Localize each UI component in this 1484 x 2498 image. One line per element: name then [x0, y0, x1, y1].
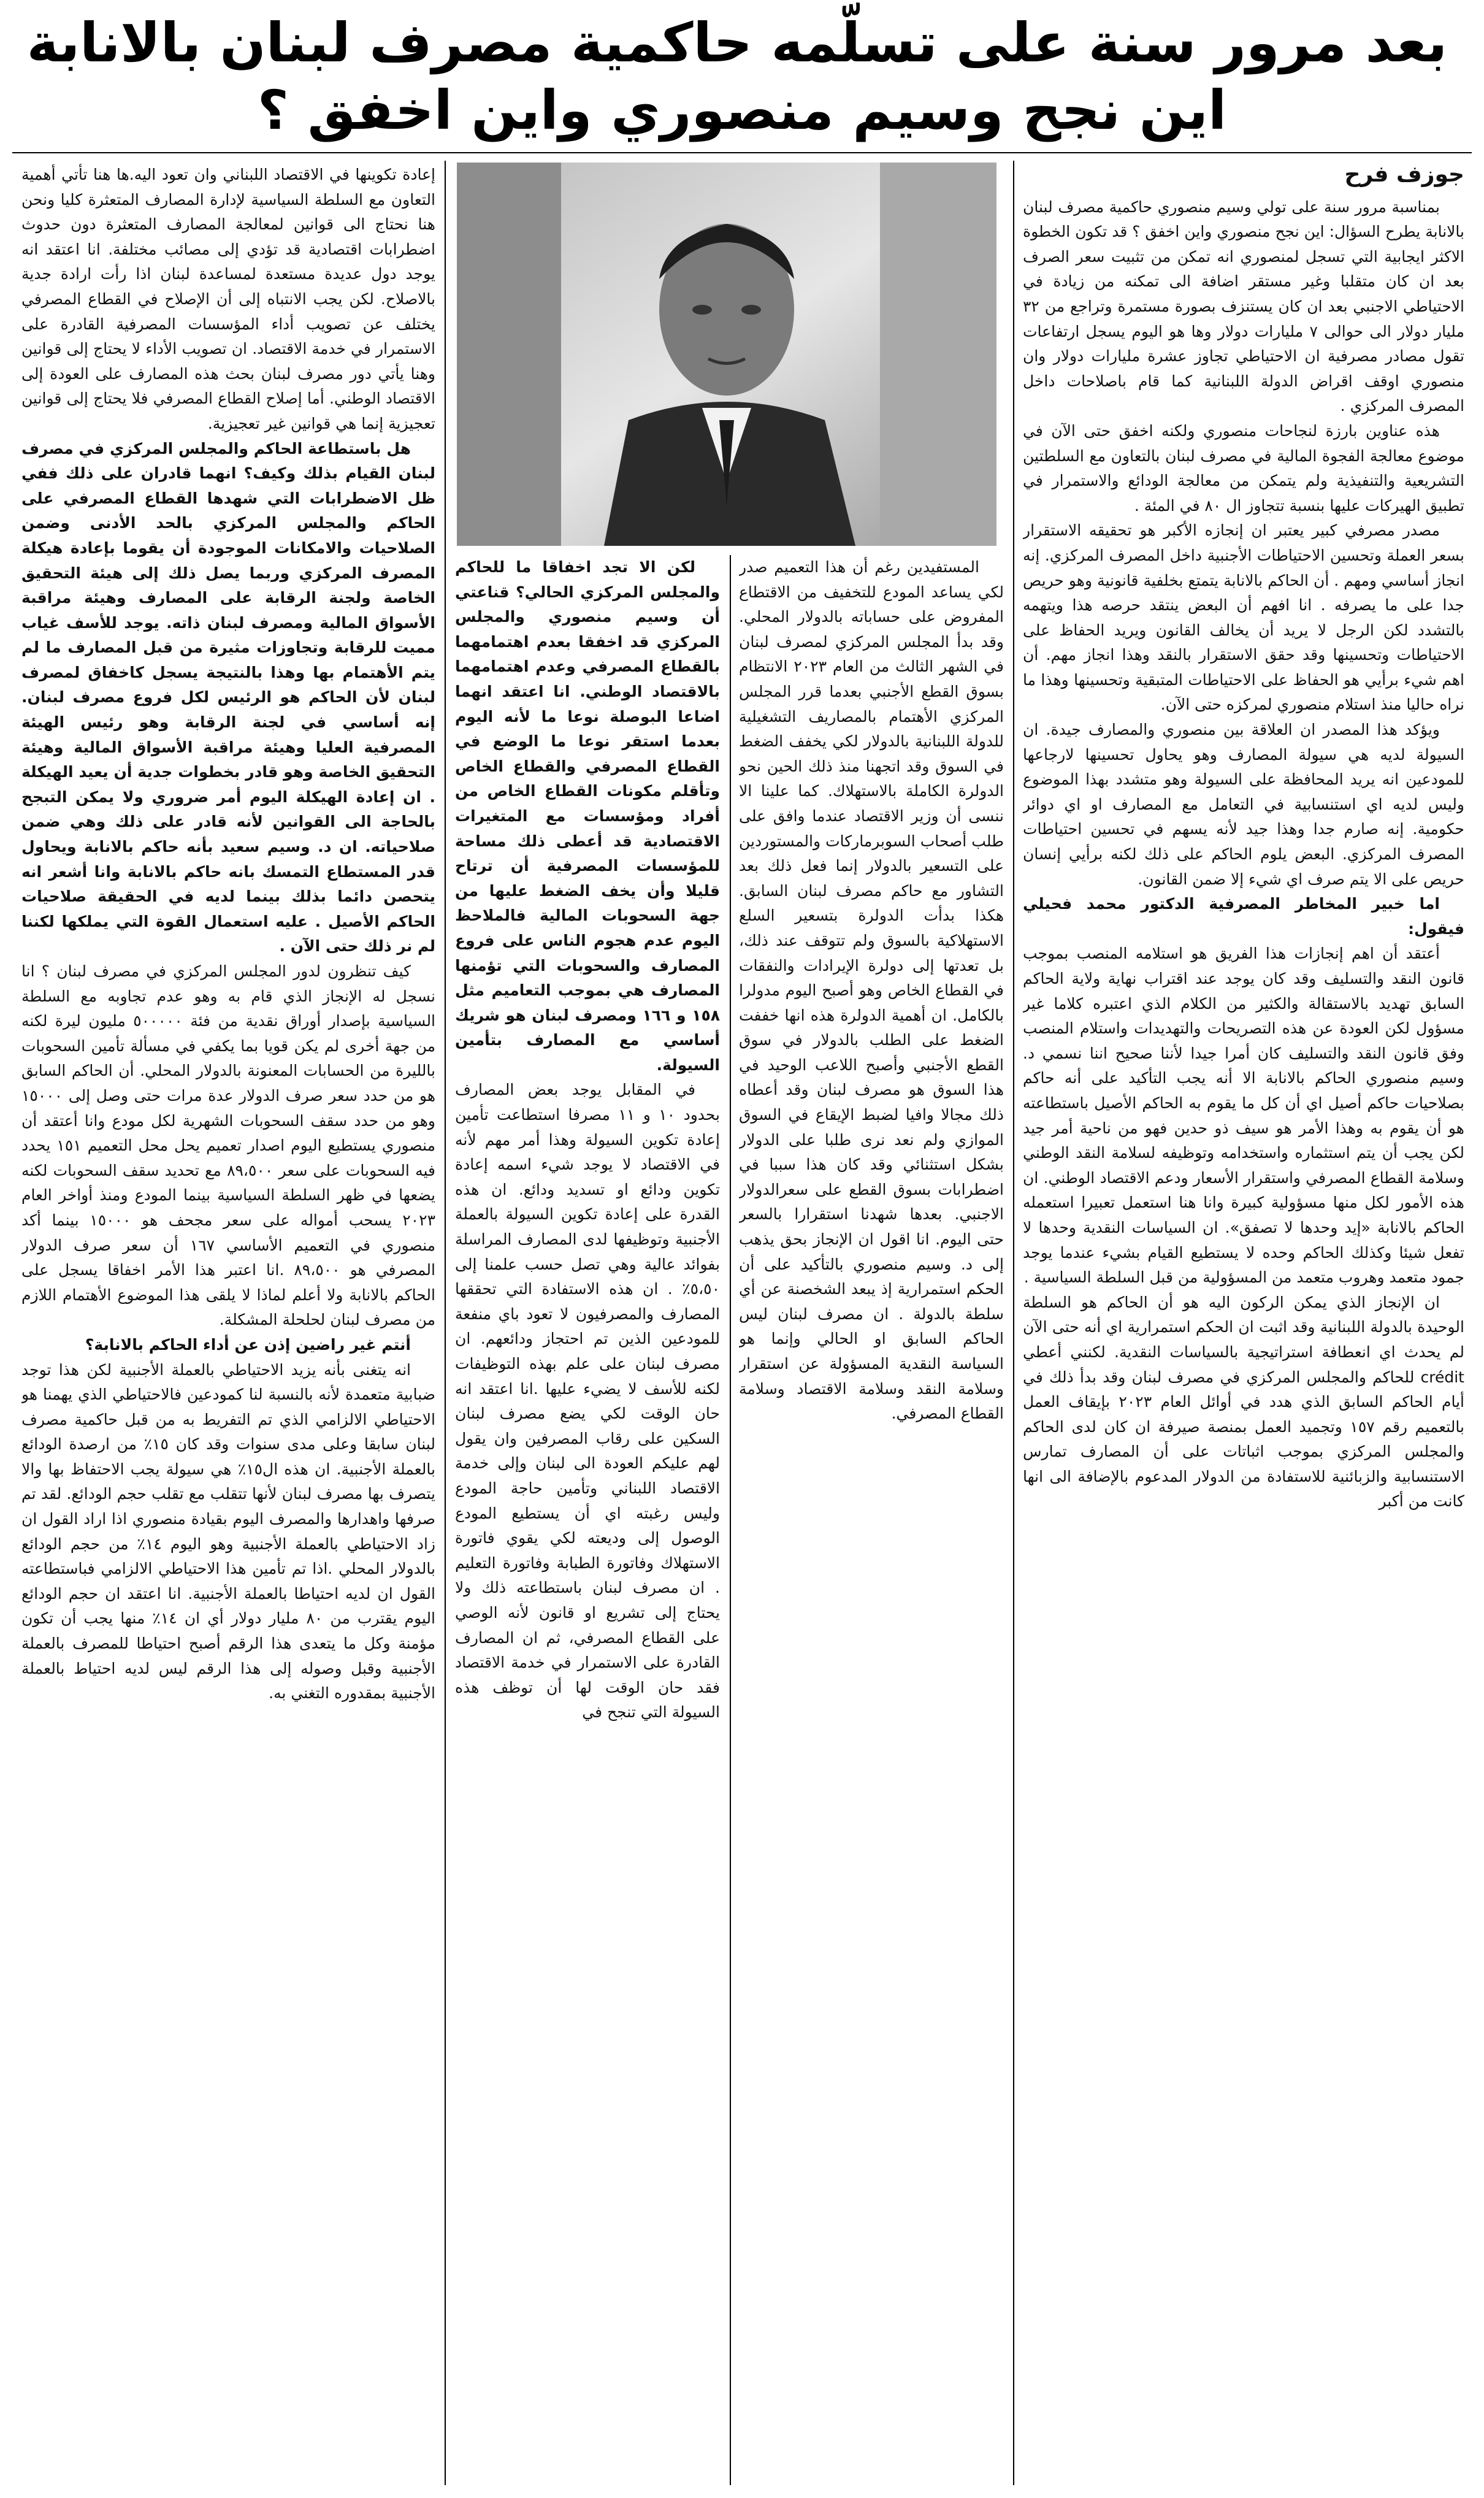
- paragraph: انه يتغنى بأنه يزيد الاحتياطي بالعملة الأجنبية لكن هذا توجد ضبابية متعمدة لأنه بالنسبة لنا كمودعين فالاحتياطي الذي يهمنا هو الاحتياطي الالزامي الذي تم التفريط به من قبل حاكمية مصرف لبنان سابقا وعلى مدى سنوات وقد كان ١٥٪ من ارصدة الودائع بالعملة الأجنبية. ان هذه ال١٥٪ هي سيولة يجب الاحتفاظ بها والا يتصرف بها مصرف لبنان لأنها تتقلب مع تقلب حجم الودائع. لقد تم صرفها واهدارها والمصرف اليوم بقيادة منصوري اذا اراد القول ان زاد الاحتياطي بالعملة الأجنبية وهو اليوم ١٤٪ من حجم الودائع بالدولار المحلي .اذا تم تأمين هذا الاحتياطي الالزامي فباستطاعته القول ان لديه احتياطا بالعملة الأجنبية. انا اعتقد ان حجم الودائع اليوم يقترب من ٨٠ مليار دولار أي ان ١٤٪ منها يجب أن تكون مؤمنة وكل ما يتعدى هذا الرقم أصبح احتياطا للمصرف بالعملة الأجنبية وقبل وصوله إلى هذا الرقم ليس لديه احتياط بالعملة الأجنبية بمقدوره التغني به.: [21, 1360, 435, 1703]
- paragraph-question: لكن الا تجد اخفاقا ما للحاكم والمجلس المركزي الحالي؟ قناعتي أن وسيم منصوري والمجلس المركزي قد اخفقا بعدم اهتمامهما بالقطاع المصرفي وعدم اهتمامهما بالاقتصاد الوطني. انا اعتقد انهما اضاعا البوصلة نوعا ما لأنه اليوم بعدما استقر نوعا ما الوضع في القطاع المصرفي والقطاع الخاص وتأقلم مكونات القطاع الخاص من أفراد ومؤسسات مع المتغيرات الاقتصادية قد أعطى ذلك مساحة للمؤسسات المصرفية أن ترتاح قليلا وأن يخف الضغط عليها من جهة السحوبات المالية فالملاحظ اليوم عدم هجوم الناس على فروع المصارف والسحوبات التي تؤمنها المصارف هي بموجب التعاميم مثل ١٥٨ و ١٦٦ ومصرف لبنان هو شريك أساسي مع المصارف بتأمين السيولة.: [455, 558, 720, 1074]
- paragraph: في المقابل يوجد بعض المصارف بحدود ١٠ و ١١ مصرفا استطاعت تأمين إعادة تكوين السيولة وهذا أمر مهم لأنه في الاقتصاد لا يوجد شيء اسمه إعادة تكوين ودائع او تسديد ودائع. ان هذه القدرة على إعادة تكوين السيولة بالعملة الأجنبية وتوظيفها لدى المصارف المراسلة بفوائد عالية وهي تصل حسب علمنا إلى ٥،٥٠٪ . ان هذه الاستفادة التي تحققها المصارف والمصرفيون لا تعود باي منفعة للمودعين الذين تم احتجاز ودائعهم. ان مصرف لبنان على علم بهذه التوظيفات لكنه للأسف لا يضيء عليها .انا اعتقد انه حان الوقت لكي يضع مصرف لبنان السكين على رقاب المصرفين وان يقول لهم عليكم العودة الى لبنان وإلى خدمة الاقتصاد اللبناني وتأمين حاجة المودع وليس رغبته اي أن يستطيع المودع الوصول إلى وديعته لكي يقوي فاتورة الاستهلاك وفاتورة الطبابة وفاتورة التعليم . ان مصرف لبنان باستطاعته ذلك ولا يحتاج إلى تشريع او قانون لأنه الوصي على القطاع المصرفي، ثم ان المصارف القادرة على الاستمرار في خدمة الاقتصاد فقد حان الوقت لها أن توظف هذه السيولة التي تنجح في: [455, 1081, 720, 1722]
- paragraph: هذه عناوين بارزة لنجاحات منصوري ولكنه اخفق حتى الآن في موضوع معالجة الفجوة المالية في مصرف لبنان بالتعاون مع السلطتين التشريعية والتنفيذية ولم يتمكن من معالجة الودائع والاستمرار في تطبيق الهيركات عليها بنسبة تتجاوز ال ٨٠ في المئة .: [1023, 421, 1464, 515]
- headline-rule: [12, 152, 1472, 153]
- paragraph-question: هل باستطاعة الحاكم والمجلس المركزي في مصرف لبنان القيام بذلك وكيف؟ انهما قادران على ذلك ففي ظل الاضطرابات التي شهدها القطاع المصرفي على الحاكم والمجلس المركزي بالحد الأدنى وضمن الصلاحيات والامكانات الموجودة أن يقوما بإعادة هيكلة المصرف المركزي وربما يصل ذلك إلى هيئة التحقيق الخاصة ولجنة الرقابة على المصارف وهيئة مراقبة الأسواق المالية ومصرف لبنان ذاته. يوجد للأسف غياب مميت للرقابة وتجاوزات مثيرة من قبل المصارف ما لم يتم الأهتمام بها وهذا بالنتيجة يسجل كاخفاق لمصرف لبنان لأن الحاكم هو الرئيس لكل فروع مصرف لبنان. إنه أساسي في لجنة الرقابة وهو رئيس الهيئة المصرفية العليا وهيئة مراقبة الأسواق المالية وهيئة التحقيق الخاصة وهو قادر بخطوات جدية أن يعيد الهيكلة . ان إعادة الهيكلة اليوم أمر ضروري ولا يمكن التبجح بالحاجة الى القوانين لأنه قادر على ذلك وهي ضمن صلاحياته. ان د. وسيم سعيد بأنه حاكم بالانابة ويحاول قدر المستطاع التمسك بانه حاكم بالانابة وانا أشعر انه يتحصن دائما بذلك بينما لديه في الحقيقة صلاحيات الحاكم الأصيل . عليه استعمال القوة التي يملكها لكننا لم نر ذلك حتى الآن .: [21, 439, 435, 956]
- portrait-photo: [457, 163, 996, 546]
- headline-line-2: اين نجح وسيم منصوري واين اخفق ؟: [257, 79, 1227, 142]
- article-column-right: [1023, 163, 1464, 2487]
- byline: جوزف فرح: [1344, 163, 1464, 187]
- paragraph: إعادة تكوينها في الاقتصاد اللبناني وان تعود اليه.ها هنا تأتي أهمية التعاون مع السلطة السياسية لإدارة المصارف المتعثرة كليا ونحن هنا نحتاج الى قوانين لمعالجة المصارف المتعثرة دون حدوث اضطرابات اقتصادية قد تؤدي إلى مصائب مختلفة. انا اعتقد انه يوجد دول عديدة مستعدة لمساعدة لبنان اذا رأت ارادة جدية بالاصلاح. لكن يجب الانتباه إلى أن الإصلاح في القطاع المصرفي يختلف عن تصويب أداء المؤسسات المصرفية القادرة على الاستمرار في خدمة الاقتصاد. ان تصويب الأداء لا يحتاج إلى قوانين وهنا يأتي دور مصرف لبنان بحث هذه المصارف على العودة إلى الاقتصاد الوطني. أما إصلاح القطاع المصرفي فلا يحتاج إلى قوانين تعجيزية إنما هي قوانين غير تعجيزية.: [21, 166, 435, 432]
- article-column-middle-right: [739, 555, 1004, 2487]
- article-column-left: [21, 163, 435, 2487]
- paragraph: المستفيدين رغم أن هذا التعميم صدر لكي يساعد المودع للتخفيف من الاقتطاع المفروض على حساباته بالدولار المحلي. وقد بدأ المجلس المركزي لمصرف لبنان في الشهر الثالث من العام ٢٠٢٣ الانتظام بسوق القطع الأجنبي بعدما قرر المجلس المركزي الأهتمام بالمصاريف التشغيلية للدولة اللبنانية بالدولار لكي يخفف الضغط في السوق وقد اتجهنا منذ ذلك الحين نحو الدولرة الكاملة بالاستهلاك. كما علينا الا ننسى أن وزير الاقتصاد عندما وافق على طلب أصحاب السوبرماركات والمستوردين على التسعير بالدولار إنما فعل ذلك بعد التشاور مع حاكم مصرف لبنان السابق. هكذا بدأت الدولرة بتسعير السلع الاستهلاكية بالسوق ولم تتوقف عند ذلك، بل تعدتها إلى دولرة الإيرادات والنفقات في القطاع الخاص وهو أصبح اليوم مدولرا بالكامل. ان أهمية الدولرة هذه انها خففت الضغط على الطلب بالدولار في سوق القطع الأجنبي وأصبح اللاعب الوحيد في هذا السوق هو مصرف لبنان وقد أعطاه ذلك مجالا وافيا لضبط الإيقاع في السوق الموازي ولم نعد نرى طلبا على الدولار بشكل استثنائي وقد كان هذا سببا في اضطرابات بسوق القطع على سعرالدولار الاجنبي. بعدها شهدنا استقرارا بالسعر حتى اليوم. انا اقول ان الإنجاز بحق يذهب إلى د. وسيم منصوري بالتأكيد على أن الحكم استمرارية إذ يبعد الشخصنة عن أي سلطة بالدولة . ان مصرف لبنان ليس الحاكم السابق او الحالي وإنما هو السياسة النقدية المسؤولة عن استقرار وسلامة النقد وسلامة الاقتصاد وسلامة القطاع المصرفي.: [739, 558, 1004, 1423]
- headline-line-1: بعد مرور سنة على تسلّمه حاكمية مصرف لبنان بالانابة: [26, 11, 1447, 74]
- article-column-middle-left: [455, 555, 720, 2487]
- paragraph: كيف تنظرون لدور المجلس المركزي في مصرف لبنان ؟ انا نسجل له الإنجاز الذي قام به وهو عدم تجاوبه مع السلطة السياسية بإصدار أوراق نقدية من فئة ٥٠٠٠٠٠ مليون ليرة لكنه من جهة أخرى لم يكن قويا بما يكفي في مسألة تأمين السحوبات بالليرة من الحسابات المعنونة بالدولار المحلي. أن الحاكم السابق هو من حدد سعر صرف الدولار عدة مرات حتى وصل إلى ١٥٠٠٠ وهو من حدد سقف السحوبات الشهرية لكل مودع وانا أعتقد أن منصوري يستطيع اليوم اصدار تعميم يحل محل التعميم ١٥١ يحدد فيه السحوبات على سعر ٨٩،٥٠٠ مع تحديد سقف السحوبات لكنه يضعها في ظهر السلطة السياسية بينما المودع ومنذ أواخر العام ٢٠٢٣ يسحب أمواله على سعر مجحف هو ١٥٠٠٠ بينما أكد منصوري في التعميم الأساسي ١٦٧ أن سعر صرف الدولار المصرفي هو ٨٩،٥٠٠ .انا اعتبر هذا الأمر اخفاقا يسجل على الحاكم بالانابة ولا أعلم لماذا لا يلقى هذا الموضوع الأهتمام اللازم من مصرف لبنان لحلحلة المشكلة.: [21, 962, 435, 1329]
- column-divider-left: [445, 161, 446, 2485]
- paragraph: بمناسبة مرور سنة على تولي وسيم منصوري حاكمية مصرف لبنان بالانابة يطرح السؤال: اين نجح منصوري واين اخفق ؟ قد تكون الخطوة الاكثر ايجابية التي تسجل لمنصوري انه تمكن من تثبيت سعر الصرف بعد ان كان متقلبا وغير مستقر اضافة الى تمكنه من زيادة في الاحتياطي الاجنبي بعد ان كان يستنزف بصورة مستمرة وتراجع من ٣٢ مليار دولار الى حوالى ٧ مليارات دولار وها هو اليوم يسجل ارتفاعات تقول مصادر مصرفية ان الاحتياطي تجاوز عشرة مليارات دولار وان منصوري اوقف اقراض الدولة اللبنانية كما قام باصلاحات داخل المصرف المركزي .: [1023, 197, 1464, 415]
- paragraph: مصدر مصرفي كبير يعتبر ان إنجازه الأكبر هو تحقيقه الاستقرار بسعر العملة وتحسين الاحتياطات الأجنبية داخل المصرف المركزي. إنه انجاز أساسي ومهم . أن الحاكم بالانابة يتمتع بخلفية قانونية وهو حريص جدا على ما يصرفه . انا افهم أن البعض ينتقد حرصه هذا ويتهمه بالتشدد لكن الرجل لا يريد أن يخالف القانون ويريد الحفاظ على الاحتياطات وتحسينها وقد حقق الاستقرار بالنقد وهذا انجاز مهم. أن اهم شيء برأيي هو الحفاظ على الاحتياطات المتبقية وتحسينها وهذا ما نراه حاليا منذ استلام منصوري لمركزه حتى الآن.: [1023, 521, 1464, 714]
- paragraph: ويؤكد هذا المصدر ان العلاقة بين منصوري والمصارف جيدة. ان السيولة لديه هي سيولة المصارف وهو يحاول تحسينها لارجاعها للمودعين انه يريد المحافظة على السيولة وهو متشدد بهذا الموضوع وليس لديه اي استنسابية في التعامل مع المصارف او اي دوائر حكومية. إنه صارم جدا وهذا جيد لأنه يسهم في تحسين احتياطات المصرف المركزي. البعض يلوم الحاكم على ذلك لكنه برأيي إنسان حريص على الا يتم صرف اي شيء إلا ضمن القانون.: [1023, 721, 1464, 888]
- portrait-illustration: [457, 163, 996, 546]
- paragraph-lead: اما خبير المخاطر المصرفية الدكتور محمد فحيلي فيقول:: [1023, 895, 1464, 938]
- paragraph-question: أنتم غير راضين إذن عن أداء الحاكم بالانابة؟: [85, 1335, 411, 1354]
- paragraph: ان الإنجاز الذي يمكن الركون اليه هو أن الحاكم هو السلطة الوحيدة بالدولة اللبنانية وقد اثبت ان الحكم استمرارية اي أنه حتى الآن لم يحدث اي انعطافة استراتيجية بالسياسات النقدية. لكنني أعطي crédit للحاكم والمجلس المركزي في مصرف لبنان وقد بدأ ذلك في أيام الحاكم السابق الذي هدد في أوائل العام ٢٠٢٣ بإيقاف العمل بالتعميم رقم ١٥٧ وتجميد العمل بمنصة صيرفة ان كان لدى الحاكم والمجلس المركزي بموجب اثباتات على أن المصارف تمارس الاستنسابية والزبائنية للاستفادة من الدولار المدعوم بالإضافة الى انها كانت من أكبر: [1023, 1293, 1464, 1511]
- column-divider-middle: [730, 555, 731, 2485]
- column-divider-right: [1013, 161, 1014, 2485]
- paragraph: أعتقد أن اهم إنجازات هذا الفريق هو استلامه المنصب بموجب قانون النقد والتسليف وقد كان يوجد عند اقتراب نهاية ولاية الحاكم السابق تهديد بالاستقالة والكثير من الكلام الذي اعتبره كلاما غير مسؤول لكن العودة عن هذه التصريحات والتهديدات واستلام المنصب وفق قانون النقد والتسليف كان أمرا جيدا لأننا صحيح اننا نسمي د. وسيم منصوري الحاكم بالانابة الا أنه يجب التأكيد على أنه حاكم بصلاحيات حاكم أصيل اي أن كل ما يقوم به الحاكم الأصيل باستطاعته هو أن يقوم به وهذا الأمر هو سيف ذو حدين فهو من ناحية أمر جيد لكن يجب أن يتم استثماره واستخدامه وتوظيفه لسلامة النقد الوطني وسلامة القطاع المصرفي واستقرار الأسعار ودعم الاقتصاد الوطني. ان هذه الأمور لكل منها مسؤولية كبيرة وانا هنا استعمل تعبيرا استعمله الحاكم بالانابة «إيد وحدها لا تصفق». ان السياسات النقدية وحدها لا تفعل شيئا وكذلك الحاكم وحده لا يستطيع القيام بشيء عندما يوجد جمود متعمد وهروب متعمد من المسؤولية من قبل السلطة السياسية .: [1023, 944, 1464, 1287]
